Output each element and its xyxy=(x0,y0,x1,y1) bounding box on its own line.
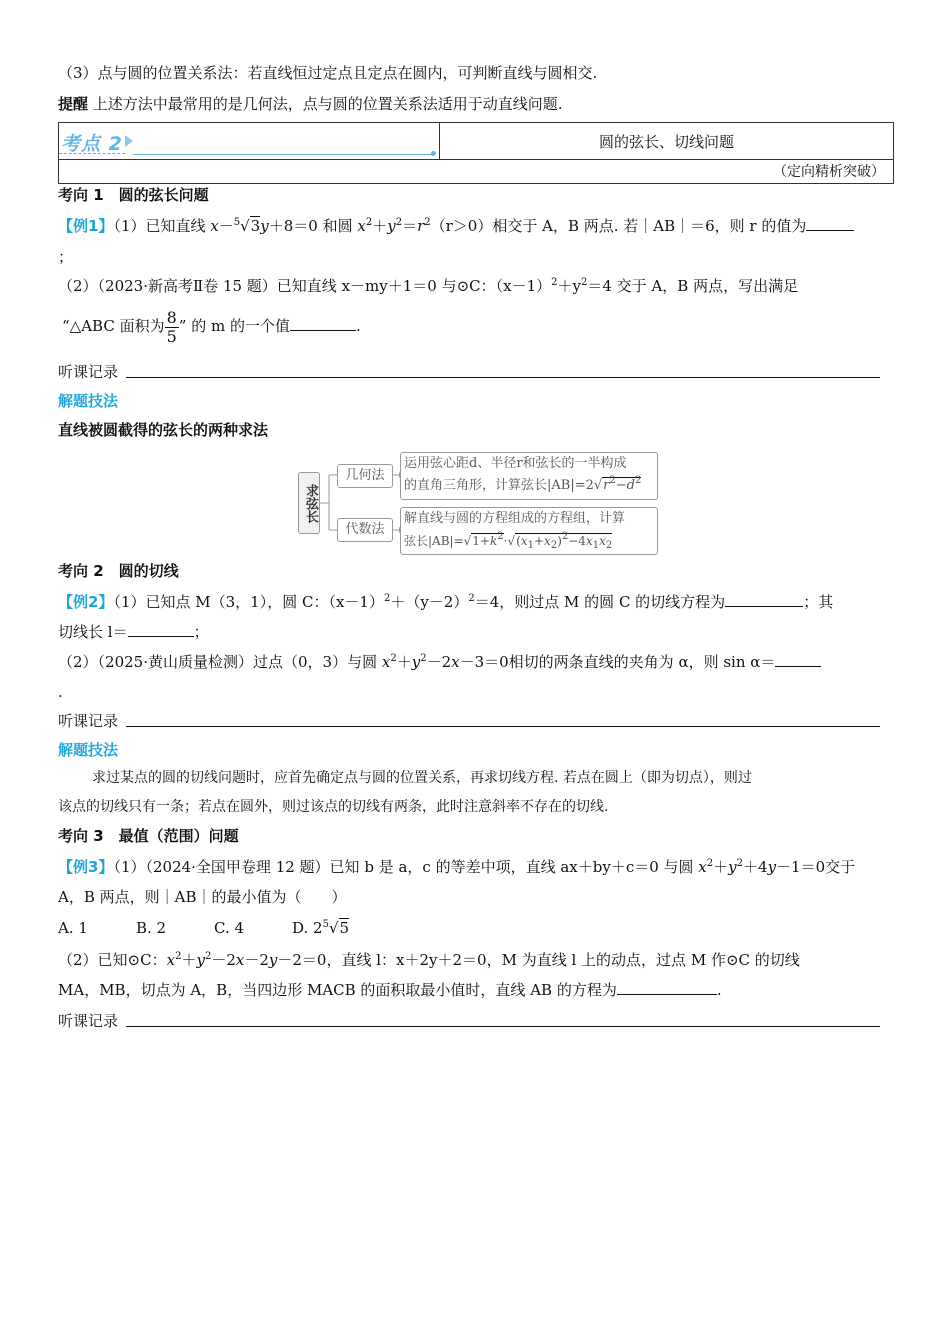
kx2-heading: 考向 2 圆的切线 xyxy=(58,562,179,580)
answer-blank[interactable] xyxy=(725,592,803,607)
method-title: 直线被圆截得的弦长的两种求法 xyxy=(58,421,269,439)
notes-label: 听课记录 xyxy=(58,712,119,730)
alg-method-text: 解直线与圆的方程组成的方程组，计算 弦长$|AB|=√1+k^2\cdot√(x_1+x_2)^2-4x_1x_2$ xyxy=(400,507,658,555)
kx1-heading: 考向 1 圆的弦长问题 xyxy=(58,186,209,204)
intro-line-3: （3）点与圆的位置关系法：若直线恒过定点且定点在圆内，可判断直线与圆相交. xyxy=(58,64,598,82)
tip-label: 提醒 xyxy=(58,95,89,113)
kaodian-subtitle: （定向精析突破） xyxy=(773,164,885,180)
notes-line[interactable] xyxy=(126,1026,880,1027)
ex3-options xyxy=(58,918,349,938)
ex1-line3: “△ABC 面积为 $\frac{8}{5}$ ” 的 m 的一个值 . xyxy=(62,307,361,346)
kaodian-tag: 考点 2 xyxy=(61,133,123,155)
notes-label: 听课记录 xyxy=(58,363,119,381)
ex3-label: 【例3】 xyxy=(58,858,114,876)
notes-line[interactable] xyxy=(126,377,880,378)
notes-line[interactable] xyxy=(126,726,880,727)
geo-method-label: 几何法 xyxy=(337,464,393,488)
kaodian-header xyxy=(58,122,894,184)
kaodian-tag-cell xyxy=(59,123,440,160)
ex1-label: 【例1】 xyxy=(58,217,114,235)
method-text-1: 求过某点的圆的切线问题时，应首先确定点与圆的位置关系，再求切线方程. 若点在圆上（即为切点），则过 xyxy=(92,770,752,786)
option-b[interactable]: B. 2 xyxy=(136,919,167,937)
tag-dot xyxy=(431,151,436,156)
tip-line xyxy=(58,94,563,114)
diagram-root: 求弦长 xyxy=(298,472,320,534)
ex2-label: 【例2】 xyxy=(58,593,114,611)
answer-blank[interactable] xyxy=(128,622,194,637)
answer-blank[interactable] xyxy=(617,980,717,995)
ex3-line3: （2）已知⊙C：$x^2+y^2-2x-2y-2=0$，直线 l：x＋2y＋2＝0，M 为直线 l 上的动点，过点 M 作⊙C 的切线 xyxy=(58,951,800,969)
fraction: $\frac{8}{5}$ xyxy=(166,307,177,346)
kaodian-title: 圆的弦长、切线问题 xyxy=(440,123,893,160)
answer-blank[interactable] xyxy=(775,652,821,667)
method-text-2: 该点的切线只有一条；若点在圆外，则过该点的切线有两条，此时注意斜率不存在的切线. xyxy=(58,799,609,815)
method-label: 解题技法 xyxy=(58,392,119,410)
answer-blank[interactable] xyxy=(290,316,356,331)
tip-text: 上述方法中最常用的是几何法，点与圆的位置关系法适用于动直线问题. xyxy=(92,95,563,113)
play-triangle-icon xyxy=(125,135,133,147)
notes-label: 听课记录 xyxy=(58,1012,119,1030)
method-label: 解题技法 xyxy=(58,741,119,759)
tag-rule xyxy=(133,154,435,155)
ex3-line2: A，B 两点，则｜AB｜的最小值为（ ） xyxy=(58,888,347,906)
option-a[interactable]: A. 1 xyxy=(58,919,88,937)
ex1-line2: （2）（2023·新高考Ⅱ卷 15 题）已知直线 x－my＋1＝0 与⊙C：$(x-1)^2+y^2=4$ 交于 A，B 两点，写出满足 xyxy=(58,277,799,295)
alg-method-label: 代数法 xyxy=(337,518,393,542)
option-d[interactable]: D. $2^5√5$ xyxy=(292,919,350,937)
ex2-line2: 切线长 l＝ ； xyxy=(58,623,209,641)
ex2-line3-end: . xyxy=(58,683,63,701)
ex1-line1: 【例1】（1）已知直线 x－$^5$√3y＋8＝0 和圆 $x^2+y^2=r^2(r>0)$相交于 A，B 两点. 若｜AB｜＝6，则 r 的值为 xyxy=(58,216,854,236)
ex3-line1: 【例3】（1）（2024·全国甲卷理 12 题）已知 b 是 a，c 的等差中项，直线 ax＋by＋c＝0 与圆 $x^2+y^2+4y-1=0$交于 xyxy=(58,858,856,876)
answer-blank[interactable] xyxy=(806,216,854,231)
ex2-line1: 【例2】（1）已知点 M（3，1），圆 C：$(x-1)^2+(y-2)^2=4$，则过点 M 的圆 C 的切线方程为 ；其 xyxy=(58,593,834,611)
kx3-heading: 考向 3 最值（范围）问题 xyxy=(58,827,239,845)
ex2-line3: （2）（2025·黄山质量检测）过点（0，3）与圆 $x^2+y^2-2x-3=0$相切的两条直线的夹角为 α，则 sin α＝ xyxy=(58,652,821,672)
option-c[interactable]: C. 4 xyxy=(214,919,245,937)
geo-method-text: 运用弦心距d、半径r和弦长的一半构成 的直角三角形，计算弦长$|AB|=2√r^2-d^2$ xyxy=(400,452,658,500)
tag-underline xyxy=(59,153,125,154)
ex1-line1-end: ； xyxy=(58,248,74,266)
ex3-line4: MA，MB，切点为 A，B，当四边形 MACB 的面积取最小值时，直线 AB 的方程为 . xyxy=(58,981,722,999)
